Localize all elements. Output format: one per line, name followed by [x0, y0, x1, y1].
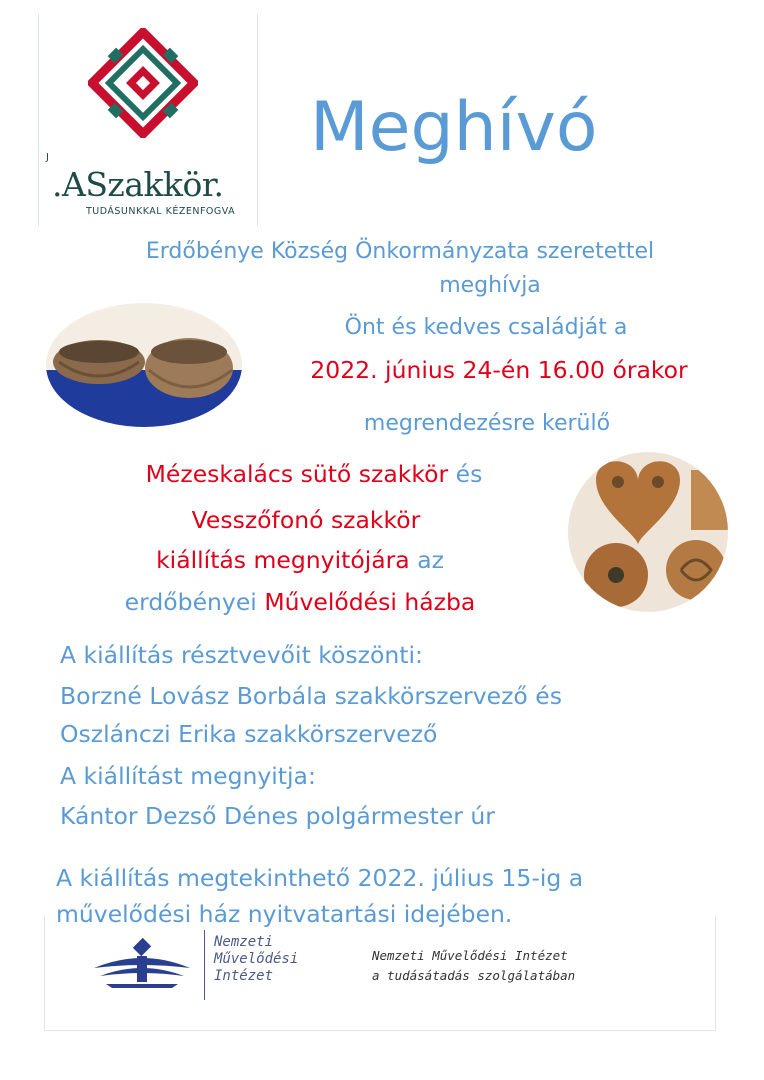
- logo-mark: J: [46, 152, 49, 163]
- details-line-2: Borzné Lovász Borbála szakkörszervező és: [60, 682, 562, 710]
- details-line-5: Kántor Dezső Dénes polgármester úr: [60, 802, 495, 830]
- nmi-emblem-icon: [92, 938, 192, 990]
- preposition-to: az: [417, 546, 444, 574]
- nmi-motto-line-2: a tudásátadás szolgálatában: [372, 968, 576, 983]
- details-line-4: A kiállítást megnyitja:: [60, 762, 316, 790]
- closing-line-2: művelődési ház nyitvatartási idejében.: [56, 900, 513, 928]
- nmi-motto: [372, 948, 692, 983]
- szakkor-ornament-logo: [88, 28, 198, 138]
- nmi-logo-text: [214, 934, 298, 985]
- details-line-1: A kiállítás résztvevőit köszönti:: [60, 641, 423, 669]
- nmi-logo-line-1: Nemzeti: [214, 934, 274, 950]
- exhibition-opening: kiállítás megnyitójára: [156, 546, 410, 574]
- basket-photo: [44, 300, 244, 430]
- nmi-logo-line-3: Intézet: [214, 968, 274, 984]
- details-line-3: Oszlánczi Erika szakkörszervező: [60, 720, 438, 748]
- intro-line-2: meghívja: [439, 273, 541, 298]
- intro-line-1: Erdőbénye Község Önkormányzata szeretettel: [145, 239, 655, 264]
- closing-line-1: A kiállítás megtekinthető 2022. július 15-ig a: [56, 864, 584, 892]
- nmi-motto-line-1: Nemzeti Művelődési Intézet: [372, 948, 568, 963]
- conjunction-and: és: [455, 460, 483, 488]
- page-title: Meghívó: [310, 88, 598, 167]
- event-line-4: [80, 588, 520, 616]
- wicker-circle-name: Vesszőfonó szakkör: [191, 506, 421, 534]
- footer-divider: [204, 930, 205, 1000]
- venue-name: Művelődési házba: [264, 588, 476, 616]
- nmi-logo-line-2: Művelődési: [214, 951, 299, 967]
- event-date: 2022. június 24-én 16.00 órakor: [310, 356, 688, 384]
- event-line-1: [94, 460, 534, 488]
- intro-line-3: Önt és kedves családját a: [344, 315, 628, 340]
- intro-line-5: megrendezésre kerülő: [363, 411, 611, 436]
- logo-tagline: TUDÁSUNKKAL KÉZENFOGVA: [86, 206, 236, 217]
- venue-town: erdőbényei: [124, 588, 257, 616]
- gingerbread-circle-name: Mézeskalács sütő szakkör: [145, 460, 449, 488]
- gingerbread-photo: [566, 450, 731, 615]
- event-line-3: [100, 546, 500, 574]
- logo-name: .ASzakkör.: [52, 165, 224, 204]
